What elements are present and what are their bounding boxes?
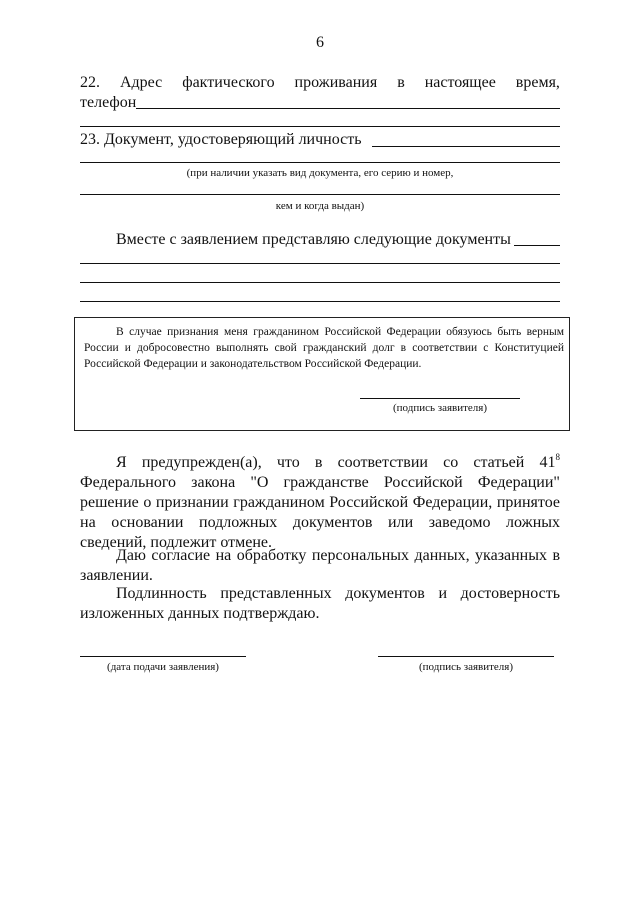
warning-word: в: [314, 454, 323, 471]
consent-text: Даю согласие на обработку персональных данных, указанных в заявлении.: [80, 547, 560, 584]
item22-extra-line[interactable]: [80, 126, 560, 127]
item22-word: 22.: [80, 74, 100, 91]
warning-line-2: [80, 473, 560, 493]
warning-word: статьей: [473, 454, 525, 471]
warning-word: предупрежден(а),: [141, 454, 262, 471]
item23-issued-line[interactable]: [80, 194, 560, 195]
oath-signature-caption: (подпись заявителя): [392, 402, 488, 414]
item22-word: Адрес: [119, 74, 163, 91]
date-caption: (дата подачи заявления): [107, 661, 219, 673]
item22-word: проживания: [294, 74, 378, 91]
warning-word: Российской: [383, 474, 463, 491]
warning-word: Федерального: [80, 474, 177, 491]
oath-signature-line[interactable]: [360, 398, 520, 399]
item22-word: настоящее: [424, 74, 496, 91]
item22-word: время,: [515, 74, 560, 91]
authenticity-text: Подлинность представленных документов и достоверность изложенных данных подтверждаю.: [80, 585, 560, 622]
warning-word: соответствии: [337, 454, 428, 471]
documents-label: Вместе с заявлением представляю следующие документы: [116, 231, 511, 248]
article-number: 41: [539, 454, 556, 471]
warning-line-1: [116, 453, 560, 473]
warning-word: закона: [191, 474, 236, 491]
item22-phone-label: телефон: [80, 94, 137, 111]
item23-document-field[interactable]: [372, 146, 560, 147]
date-line[interactable]: [80, 656, 246, 657]
item22-heading: [80, 73, 560, 93]
item22-word: фактического: [182, 74, 275, 91]
item23-caption-series: (при наличии указать вид документа, его серию и номер,: [186, 167, 454, 179]
footer-signature-caption: (подпись заявителя): [418, 661, 514, 673]
warning-rest: решение о признании гражданином Российской Федерации, принятое на основании подложных документов или заведомо ложных сведений, подлежит отмене.: [80, 494, 560, 551]
warning-word: "О: [250, 474, 269, 491]
warning-word: Я: [116, 454, 127, 471]
documents-line-3[interactable]: [80, 301, 560, 302]
documents-line-1[interactable]: [80, 263, 560, 264]
oath-text: В случае признания меня гражданином Российской Федерации обязуюсь быть верным России и добросовестно выполнять свой гражданский долг в соответствии с Конституцией Российской Федерации и законодательством Российской Федерации.: [84, 326, 564, 370]
article-superscript: 8: [555, 452, 560, 462]
item23-caption-issued: кем и когда выдан): [275, 200, 365, 212]
article-reference: [539, 453, 560, 473]
warning-word: Федерации": [477, 474, 560, 491]
item23-label: 23. Документ, удостоверяющий личность: [80, 131, 362, 148]
documents-line-2[interactable]: [80, 282, 560, 283]
warning-word: гражданстве: [283, 474, 369, 491]
warning-word: со: [443, 454, 459, 471]
footer-signature-line[interactable]: [378, 656, 554, 657]
documents-field[interactable]: [514, 245, 560, 246]
page-number: 6: [316, 34, 324, 51]
item22-phone-field[interactable]: [136, 108, 560, 109]
warning-word: что: [276, 454, 300, 471]
item22-word: в: [397, 74, 405, 91]
item23-document-line[interactable]: [80, 162, 560, 163]
